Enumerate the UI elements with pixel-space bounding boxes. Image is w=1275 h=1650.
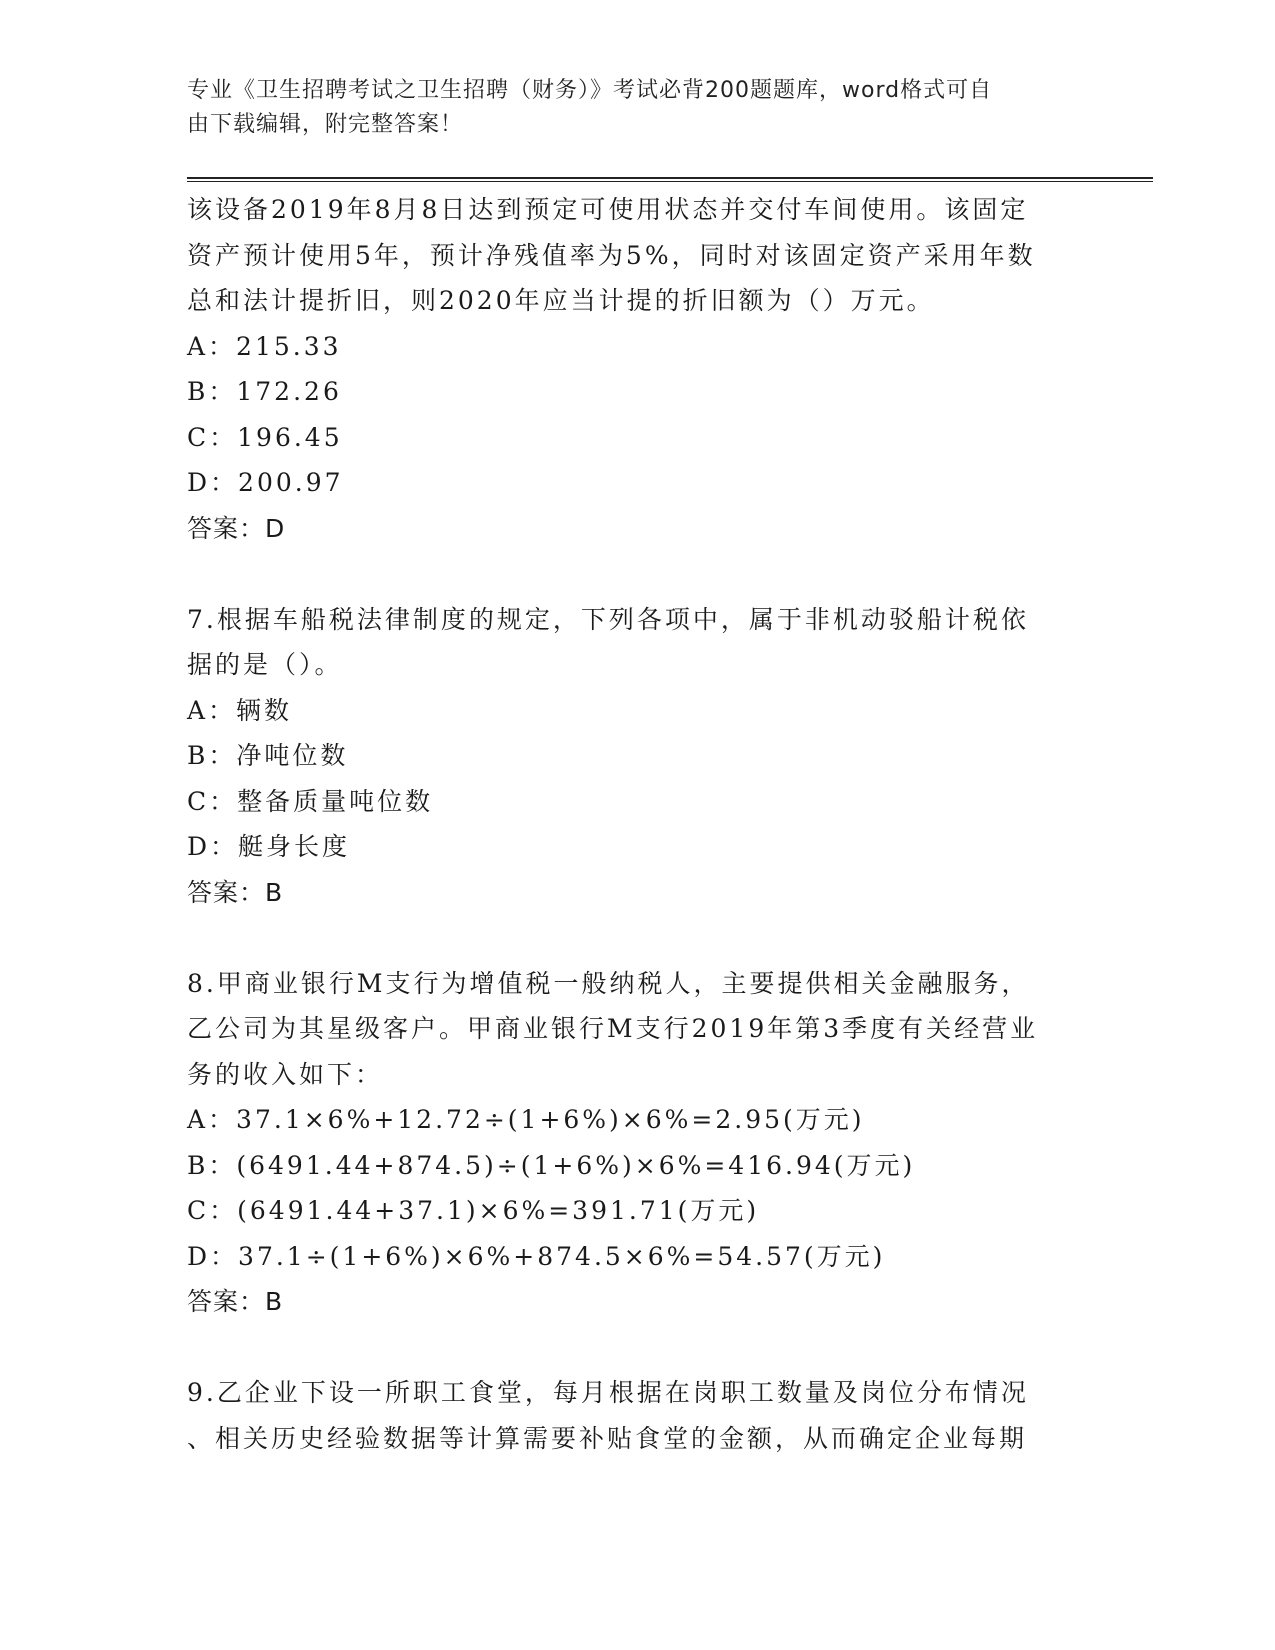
option-b: B：净吨位数 <box>187 741 349 770</box>
header-line-1: 专业《卫生招聘考试之卫生招聘（财务）》考试必背200题题库，word格式可自 <box>187 78 993 103</box>
header-divider-thin <box>187 181 1153 182</box>
question-text-line: 乙公司为其星级客户。甲商业银行M支行2019年第3季度有关经营业 <box>187 1014 1039 1043</box>
option-d: D：艇身长度 <box>187 832 351 861</box>
document-header <box>187 74 1067 142</box>
spacer <box>187 1325 1087 1371</box>
question-text-line: 资产预计使用5年，预计净残值率为5%，同时对该固定资产采用年数 <box>187 240 1036 270</box>
question-text-line: 9.乙企业下设一所职工食堂，每月根据在岗职工数量及岗位分布情况 <box>187 1378 1029 1407</box>
question-text-line: 该设备2019年8月8日达到预定可使用状态并交付车间使用。该固定 <box>187 195 1029 224</box>
question-text-line: 总和法计提折旧，则2020年应当计提的折旧额为（）万元。 <box>187 286 935 315</box>
question-9 <box>187 1370 1087 1461</box>
option-b: B：172.26 <box>187 377 342 406</box>
question-7 <box>187 597 1087 916</box>
option-a: A：215.33 <box>187 331 342 361</box>
option-d: D：200.97 <box>187 468 344 497</box>
option-c: C：(6491.44+37.1)×6%=391.71(万元) <box>187 1196 760 1225</box>
question-list <box>187 187 1087 1461</box>
option-a: A：37.1×6%+12.72÷(1+6%)×6%=2.95(万元) <box>187 1105 865 1134</box>
question-text-line: 7.根据车船税法律制度的规定，下列各项中，属于非机动驳船计税依 <box>187 604 1029 634</box>
answer: 答案：B <box>187 1287 284 1316</box>
answer: 答案：D <box>187 513 286 543</box>
header-divider-thick <box>187 177 1153 179</box>
question-text-line: 8.甲商业银行M支行为增值税一般纳税人，主要提供相关金融服务， <box>187 968 1030 998</box>
question-text-line: 、相关历史经验数据等计算需要补贴食堂的金额，从而确定企业每期 <box>187 1423 1028 1453</box>
question-text-line: 据的是（）。 <box>187 650 343 679</box>
option-d: D：37.1÷(1+6%)×6%+874.5×6%=54.57(万元) <box>187 1241 886 1271</box>
spacer <box>187 915 1087 961</box>
header-line-2: 由下载编辑，附完整答案！ <box>187 112 464 137</box>
option-c: C：196.45 <box>187 422 343 452</box>
option-a: A：辆数 <box>187 695 293 725</box>
question-8 <box>187 961 1087 1325</box>
option-b: B：(6491.44+874.5)÷(1+6%)×6%=416.94(万元) <box>187 1150 916 1180</box>
question-6 <box>187 187 1087 551</box>
question-text-line: 务的收入如下： <box>187 1059 384 1089</box>
answer: 答案：B <box>187 877 284 907</box>
spacer <box>187 551 1087 597</box>
option-c: C：整备质量吨位数 <box>187 786 434 816</box>
